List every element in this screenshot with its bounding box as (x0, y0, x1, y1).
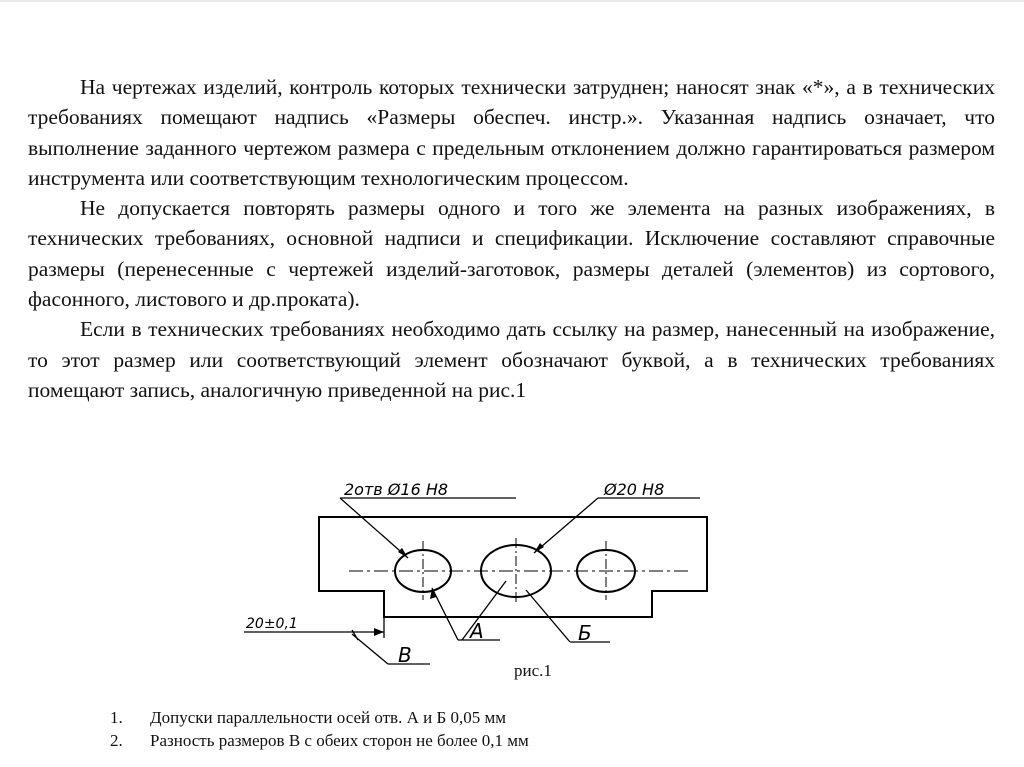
note-number: 2. (110, 731, 123, 750)
leader-center (534, 498, 598, 553)
notes-list (110, 706, 529, 752)
figure-caption: рис.1 (514, 661, 552, 680)
letter-a: А (470, 619, 484, 643)
paragraph-3: Если в технических требованиях необходимо дать ссылку на размер, нанесенный на изображение, то этот размер или соответствующий элемент обозначают буквой, а в технических требованиях помещают запись, аналогичную приведенной на рис.1 (28, 317, 995, 402)
label-dimension: 20±0,1 (246, 616, 298, 632)
note-number: 1. (110, 708, 123, 727)
leader-a-2 (462, 581, 506, 640)
leader-v (352, 634, 388, 664)
arrow-dim (374, 628, 384, 636)
label-center-hole: Ø20 H8 (604, 480, 665, 499)
note-item (110, 706, 529, 729)
letter-b: Б (578, 621, 592, 645)
letter-v: В (398, 643, 412, 667)
note-text: Допуски параллельности осей отв. А и Б 0,05 мм (150, 708, 506, 727)
note-item (110, 729, 529, 752)
paragraph-1: На чертежах изделий, контроль которых технически затруднен; наносят знак «*», а в технических требованиях помещают надпись «Размеры обеспеч. инстр.». Указанная надпись означает, что выполнение заданного чертежом размера с предельным отклонением должно гарантироваться размером инструмента или соответствующим технологическим процессом. (28, 75, 995, 190)
paragraph-2: Не допускается повторять размеры одного и того же элемента на разных изображениях, в технических требованиях, основной надписи и спецификации. Исключение составляют справочные размеры (перенесенные с чертежей изделий-заготовок, размеры деталей (элементов) из сортового, фасонного, листового и др.проката). (28, 196, 995, 312)
leader-a-1 (432, 588, 458, 640)
part-outline (319, 517, 707, 617)
note-text: Разность размеров В с обеих сторон не более 0,1 мм (150, 731, 529, 750)
label-holes: 2отв Ø16 H8 (344, 480, 449, 499)
leader-holes (340, 498, 408, 558)
